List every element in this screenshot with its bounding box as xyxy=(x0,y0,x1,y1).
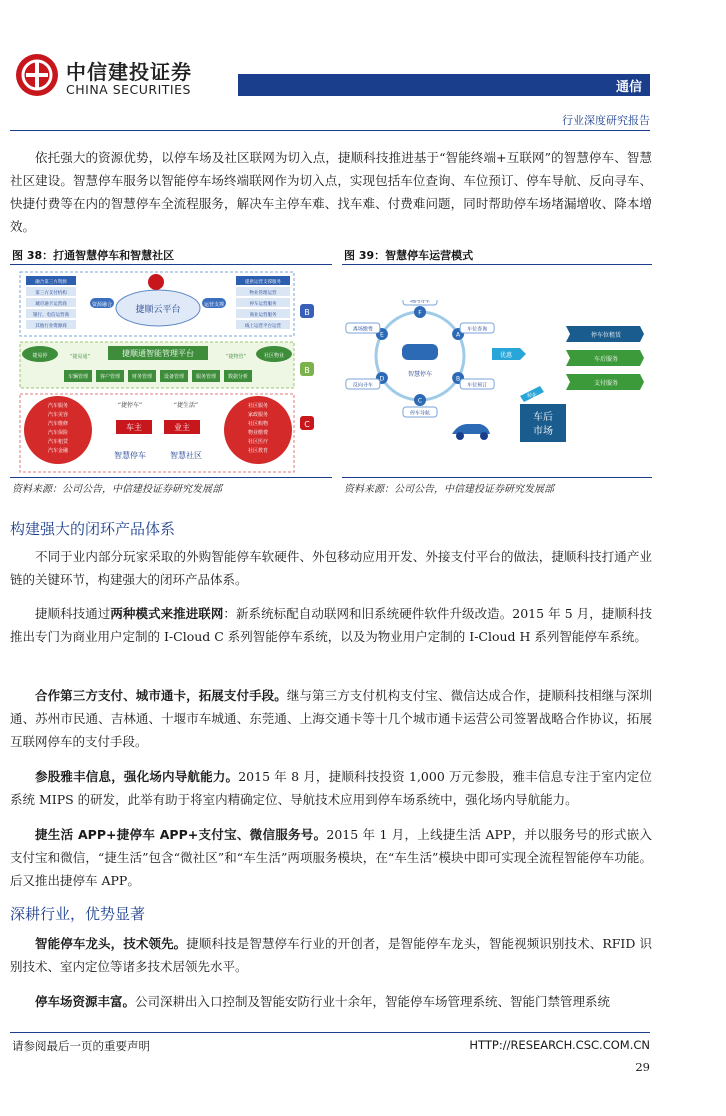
ring-node-letter: A xyxy=(456,331,461,339)
header-divider xyxy=(10,130,650,131)
ring-label: 场内寻车 xyxy=(409,300,431,305)
figure-38-top-rule xyxy=(10,264,332,265)
side-mid-right-label: “捷物管” xyxy=(225,354,247,360)
brand-name-cn: 中信建投证券 xyxy=(66,60,192,84)
leader-paragraph: 智能停车龙头，技术领先。捷顺科技是智慧停车行业的开创者，是智能停车龙头，智能视频识别技术、RFID 识别技术、室内定位等诸多技术居领先水平。 xyxy=(10,936,652,974)
resource-list-item: 城市通卡运营商 xyxy=(35,302,67,307)
pill-resource-fusion: 资源融合 xyxy=(91,302,113,308)
resource-list-item: 第三方支付机构 xyxy=(35,291,67,296)
car-service-item: 汽车美容 xyxy=(47,412,69,418)
community-service-item: 社区教育 xyxy=(247,448,269,454)
figure-39-diagram xyxy=(344,300,650,460)
side-mid-left-label: “捷易通” xyxy=(69,354,91,360)
community-service-item: 社区购物 xyxy=(247,421,269,427)
ring-label: 停车导航 xyxy=(409,410,431,417)
car-service-item: 汽车服务 xyxy=(47,403,69,409)
jsh-label: “捷生活” xyxy=(173,402,199,409)
community-service-item: 社区服务 xyxy=(247,403,269,409)
fig39-bottom-tag: 转化 xyxy=(526,393,538,399)
car-service-item: 汽车租赁 xyxy=(47,439,69,445)
report-type: 行业深度研究报告 xyxy=(562,114,650,127)
section-title-industry: 深耕行业，优势显著 xyxy=(10,905,146,923)
module-label: 服务管理 xyxy=(195,374,217,380)
figure-38-diagram xyxy=(18,270,318,475)
community-service-item: 家政服务 xyxy=(247,412,269,418)
side-left-label: 捷易停 xyxy=(32,353,48,359)
module-label: 设备管理 xyxy=(163,374,185,380)
yafeng-paragraph: 参股雅丰信息，强化场内导航能力。2015 年 8 月，捷顺科技投资 1,000 万元参股，雅丰信息专注于室内定位系统 MIPS 的研发，此举有助于将室内精确定位、导航技术应用到停车场系统中，强化场内导航能力。 xyxy=(10,769,652,807)
car-service-item: 汽车保险 xyxy=(47,430,69,436)
ring-label: 车位预订 xyxy=(467,382,488,389)
app-paragraph: 捷生活 APP+捷停车 APP+支付宝、微信服务号。2015 年 1 月，上线捷生活 APP，并以服务号的形式嵌入支付宝和微信，“捷生活”包含“微社区”和“车生活”两项服务模块，在“车生活”模块中即可实现全流程智能停车功能。后又推出捷停车 APP。 xyxy=(10,827,652,888)
community-service-item: 物业缴费 xyxy=(247,430,269,436)
figure-39-title: 图 39：智慧停车运营模式 xyxy=(344,249,474,262)
footer-url[interactable]: HTTP://RESEARCH.CSC.COM.CN xyxy=(469,1038,650,1052)
figure-39-bottom-rule xyxy=(342,477,652,478)
figure-38-source: 资料来源：公司公告，中信建投证券研究发展部 xyxy=(12,484,222,495)
citic-logo xyxy=(16,54,58,96)
ring-label: 车位查询 xyxy=(467,326,488,333)
smart-parking-label: 智慧停车 xyxy=(114,451,146,460)
module-label: 财务管理 xyxy=(131,374,153,380)
ops-list-item: 停车运营服务 xyxy=(249,302,277,307)
community-service-item: 社区医疗 xyxy=(247,439,269,445)
fig39-aftermarket-line1: 车后 xyxy=(533,412,553,423)
ring-label: 反向寻车 xyxy=(352,382,373,389)
right-item-label: 支付服务 xyxy=(593,380,619,387)
intro-paragraph: 依托强大的资源优势，以停车场及社区联网为切入点，捷顺科技推进基于“智能终端+互联网”的智慧停车、智慧社区建设。智慧停车服务以智能停车场终端联网作为切入点，实现包括车位查询、车位预订、停车导航、反向寻车、快捷付费等在内的智慧停车全流程服务，解决车主停车难、找车难、付费难问题，同时帮助停车场堵漏增收、降本增效。 xyxy=(10,150,652,234)
resource-list-item: 银行、电信运营商 xyxy=(33,313,69,318)
footer-divider xyxy=(10,1032,650,1033)
page-number: 29 xyxy=(635,1060,650,1074)
ring-node-letter: B xyxy=(456,375,461,383)
module-label: 车辆管理 xyxy=(67,374,89,380)
footer-notice: 请参阅最后一页的重要声明 xyxy=(12,1039,150,1053)
pill-ops-support: 运营支撑 xyxy=(203,302,225,308)
payment-paragraph: 合作第三方支付、城市通卡，拓展支付手段。继与第三方支付机构支付宝、微信达成合作，捷顺科技相继与深圳通、苏州市民通、吉林通、十堰市车城通、东莞通、上海交通卡等十几个城市通卡运营公司签署战略合作协议，拓展互联网停车的支付手段。 xyxy=(10,688,652,749)
marker-b-top: B xyxy=(304,308,310,317)
ops-list-item: 商业运营服务 xyxy=(249,313,277,318)
car-service-item: 汽车维修 xyxy=(47,421,69,427)
right-item-label: 停车位租赁 xyxy=(590,332,622,339)
ring-node-letter: C xyxy=(417,397,423,405)
page-header xyxy=(0,0,726,135)
module-label: 客户管理 xyxy=(99,374,121,380)
figure-38-bottom-rule xyxy=(10,477,332,478)
jtc-label: “捷停车” xyxy=(117,402,143,409)
ring-node-letter: F xyxy=(418,309,422,317)
ring-node-letter: E xyxy=(379,331,384,339)
car-service-item: 汽车金融 xyxy=(47,448,69,454)
side-right-label: 社区物业 xyxy=(263,353,285,359)
sector-label: 通信 xyxy=(615,80,642,95)
resource-list-item: 其他行业资源商 xyxy=(35,324,67,329)
resources-paragraph: 停车场资源丰富。公司深耕出入口控制及智能安防行业十余年，智能停车场管理系统、智能门禁管理系统 xyxy=(35,994,611,1009)
sector-bar xyxy=(238,74,650,96)
platform-cloud-label: 捷顺云平台 xyxy=(135,305,181,315)
closed-loop-paragraph: 不同于业内部分玩家采取的外购智能停车软硬件、外包移动应用开发、外接支付平台的做法，捷顺科技打通产业链的关键环节，构建强大的闭环产品体系。 xyxy=(10,549,652,587)
resource-list-item: 融合第三方资源 xyxy=(35,280,67,285)
fig39-aftermarket-line2: 市场 xyxy=(533,426,553,437)
brand-name-en: CHINA SECURITIES xyxy=(66,82,191,97)
proprietor-label: 业主 xyxy=(174,423,190,432)
marker-c: C xyxy=(304,420,310,429)
ring-node-letter: D xyxy=(379,375,385,383)
section-title-closed-loop: 构建强大的闭环产品体系 xyxy=(10,520,176,538)
fig39-left-tag: 优惠 xyxy=(499,352,513,359)
owner-label: 车主 xyxy=(126,423,142,432)
marker-b-middle: B xyxy=(304,366,310,375)
ring-label: 离场缴费 xyxy=(352,326,373,333)
two-modes-paragraph: 捷顺科技通过两种模式来推进联网：新系统标配自动联网和旧系统硬件软件升级改造。2015 年 5 月，捷顺科技推出专门为商业用户定制的 I-Cloud C 系列智能停车系统，以及为物业用户定制的 I-Cloud H 系列智能停车系统。 xyxy=(10,606,652,644)
module-label: 数据分析 xyxy=(227,374,249,380)
right-item-label: 车后服务 xyxy=(593,356,619,363)
figure-39-source: 资料来源：公司公告，中信建投证券研究发展部 xyxy=(344,484,554,495)
smart-community-label: 智慧社区 xyxy=(170,451,202,460)
fig39-center-label: 智慧停车 xyxy=(407,371,433,378)
ops-list-item: 物业管理运营 xyxy=(249,291,277,296)
ops-list-item: 提供运营支撑服务 xyxy=(245,280,281,285)
figure-38-title: 图 38：打通智慧停车和智慧社区 xyxy=(12,249,175,262)
platform-mgmt-label: 捷顺通智能管理平台 xyxy=(122,349,194,358)
ops-list-item: 线上运营平台运营 xyxy=(245,324,281,329)
figure-39-top-rule xyxy=(342,264,652,265)
